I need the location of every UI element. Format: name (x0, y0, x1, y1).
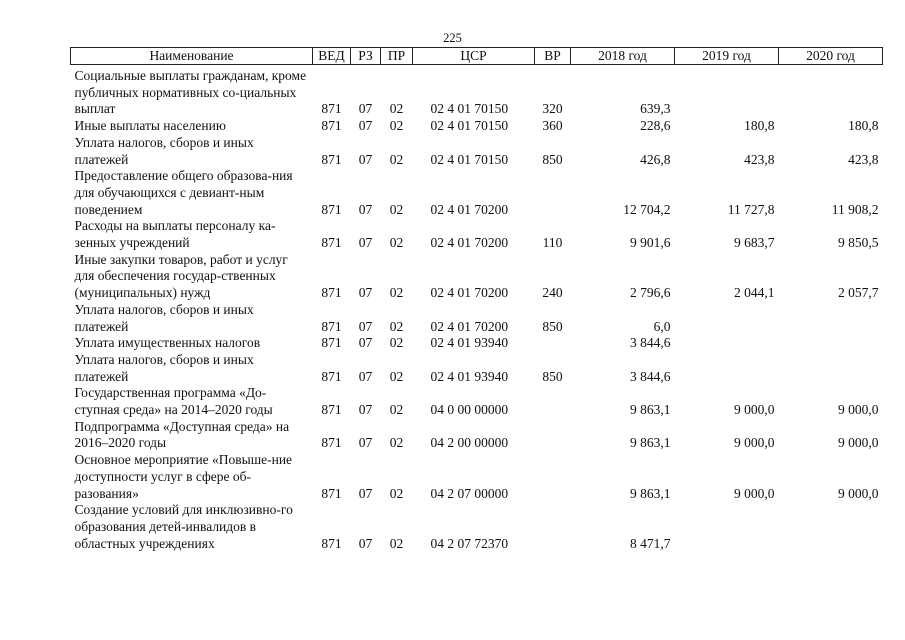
cell-pr: 02 (389, 118, 404, 134)
cell-2018: 9 863,1 (630, 402, 671, 418)
cell-name: Уплата налогов, сборов и иных платежей (74, 301, 254, 334)
cell-csr: 02 4 01 70200 (430, 235, 509, 251)
cell-2019: 9 683,7 (734, 235, 775, 251)
cell-2019: 9 000,0 (734, 485, 775, 501)
cell-vr: 320 (542, 101, 563, 117)
cell-2018: 9 863,1 (630, 485, 671, 501)
cell-2020 (779, 302, 883, 335)
cell-vr (535, 452, 571, 502)
cell-rz: 07 (358, 285, 373, 301)
cell-vr (535, 419, 571, 452)
cell-rz: 07 (358, 151, 373, 167)
cell-rz: 07 (358, 235, 373, 251)
cell-pr: 02 (389, 151, 404, 167)
cell-vr (535, 385, 571, 418)
cell-rz: 07 (358, 535, 373, 551)
cell-2018: 3 844,6 (630, 368, 671, 384)
cell-ved: 871 (321, 118, 342, 134)
cell-ved: 871 (321, 402, 342, 418)
cell-2018: 9 901,6 (630, 235, 671, 251)
cell-name: Иные закупки товаров, работ и услуг для обеспечения государ-ственных (муниципальных) нужд (74, 251, 288, 301)
cell-2018: 9 863,1 (630, 435, 671, 451)
cell-name: Расходы на выплаты персоналу ка-зенных учреждений (74, 218, 276, 251)
table-header (71, 48, 883, 65)
cell-2019: 423,8 (744, 151, 775, 167)
cell-ved: 871 (321, 335, 342, 351)
table-body (71, 65, 883, 553)
cell-2019 (675, 335, 779, 352)
cell-csr: 02 4 01 70150 (430, 151, 509, 167)
cell-2020 (779, 352, 883, 385)
cell-vr: 850 (542, 151, 563, 167)
cell-2019 (675, 502, 779, 552)
header-csr: ЦСР (413, 48, 535, 65)
cell-name: Предоставление общего образова-ния для обучающихся с девиант-ным поведением (74, 168, 293, 217)
cell-2019: 11 727,8 (727, 201, 775, 217)
cell-rz: 07 (358, 368, 373, 384)
cell-csr: 04 2 07 00000 (430, 485, 509, 501)
budget-table-container (70, 47, 882, 552)
cell-2020 (779, 335, 883, 352)
cell-name: Уплата налогов, сборов и иных платежей (74, 134, 254, 167)
cell-rz: 07 (358, 335, 373, 351)
cell-2018: 6,0 (653, 318, 671, 334)
cell-ved: 871 (321, 101, 342, 117)
cell-vr: 850 (542, 318, 563, 334)
header-pr: ПР (381, 48, 413, 65)
header-ved: ВЕД (313, 48, 351, 65)
cell-pr: 02 (389, 318, 404, 334)
cell-2020: 9 000,0 (838, 435, 879, 451)
cell-2020: 180,8 (848, 118, 879, 134)
table-row (71, 419, 883, 452)
cell-name: Социальные выплаты гражданам, кроме публичных нормативных со-циальных выплат (74, 68, 307, 117)
cell-pr: 02 (389, 201, 404, 217)
header-2018: 2018 год (571, 48, 675, 65)
table-row (71, 168, 883, 218)
cell-csr: 02 4 01 70150 (430, 118, 509, 134)
cell-2020 (779, 65, 883, 119)
cell-ved: 871 (321, 318, 342, 334)
cell-rz: 07 (358, 485, 373, 501)
cell-ved: 871 (321, 285, 342, 301)
cell-2019: 2 044,1 (734, 285, 775, 301)
cell-csr: 04 0 00 00000 (430, 402, 509, 418)
cell-name: Основное мероприятие «Повыше-ние доступности услуг в сфере об-разования» (74, 452, 293, 501)
cell-pr: 02 (389, 402, 404, 418)
cell-name: Уплата имущественных налогов (74, 335, 261, 351)
cell-pr: 02 (389, 235, 404, 251)
cell-csr: 02 4 01 70200 (430, 201, 509, 217)
cell-name: Уплата налогов, сборов и иных платежей (74, 351, 254, 384)
cell-csr: 02 4 01 70200 (430, 285, 509, 301)
header-rz: РЗ (351, 48, 381, 65)
header-row (71, 48, 883, 65)
page-number: 225 (443, 31, 462, 45)
cell-2018: 12 704,2 (623, 201, 671, 217)
table-row (71, 452, 883, 502)
cell-pr: 02 (389, 435, 404, 451)
cell-pr: 02 (389, 485, 404, 501)
cell-rz: 07 (358, 402, 373, 418)
cell-csr: 04 2 07 72370 (430, 535, 509, 551)
cell-rz: 07 (358, 201, 373, 217)
cell-2019 (675, 65, 779, 119)
cell-csr: 02 4 01 93940 (430, 335, 509, 351)
cell-ved: 871 (321, 485, 342, 501)
table-row (71, 302, 883, 335)
budget-table (70, 47, 883, 552)
header-vr: ВР (535, 48, 571, 65)
cell-2019: 9 000,0 (734, 402, 775, 418)
cell-2019: 180,8 (744, 118, 775, 134)
cell-2020: 423,8 (848, 151, 879, 167)
table-row (71, 252, 883, 302)
table-row (71, 65, 883, 119)
cell-csr: 04 2 00 00000 (430, 435, 509, 451)
header-2020: 2020 год (779, 48, 883, 65)
cell-2019 (675, 352, 779, 385)
table-row (71, 118, 883, 135)
cell-rz: 07 (358, 435, 373, 451)
cell-ved: 871 (321, 151, 342, 167)
cell-name: Создание условий для инклюзивно-го образования детей-инвалидов в областных учреждениях (74, 502, 293, 551)
cell-csr: 02 4 01 70150 (430, 101, 509, 117)
cell-pr: 02 (389, 335, 404, 351)
cell-ved: 871 (321, 535, 342, 551)
cell-rz: 07 (358, 101, 373, 117)
cell-vr (535, 502, 571, 552)
cell-rz: 07 (358, 318, 373, 334)
table-row (71, 502, 883, 552)
cell-vr (535, 335, 571, 352)
cell-2020 (779, 502, 883, 552)
header-2019: 2019 год (675, 48, 779, 65)
cell-ved: 871 (321, 201, 342, 217)
cell-name: Государственная программа «До-ступная среда» на 2014–2020 годы (74, 385, 273, 418)
table-row (71, 335, 883, 352)
cell-2018: 639,3 (640, 101, 671, 117)
cell-2018: 3 844,6 (630, 335, 671, 351)
cell-2018: 228,6 (640, 118, 671, 134)
table-row (71, 352, 883, 385)
cell-pr: 02 (389, 101, 404, 117)
cell-csr: 02 4 01 70200 (430, 318, 509, 334)
cell-pr: 02 (389, 285, 404, 301)
cell-csr: 02 4 01 93940 (430, 368, 509, 384)
header-name: Наименование (71, 48, 313, 65)
cell-2020: 11 908,2 (831, 201, 879, 217)
cell-2019 (675, 302, 779, 335)
cell-vr (535, 168, 571, 218)
cell-name: Иные выплаты населению (74, 118, 226, 134)
cell-pr: 02 (389, 368, 404, 384)
cell-2018: 8 471,7 (630, 535, 671, 551)
cell-2020: 9 000,0 (838, 485, 879, 501)
cell-2020: 9 000,0 (838, 402, 879, 418)
cell-pr: 02 (389, 535, 404, 551)
cell-ved: 871 (321, 368, 342, 384)
cell-2018: 426,8 (640, 151, 671, 167)
table-row (71, 135, 883, 168)
cell-rz: 07 (358, 118, 373, 134)
cell-ved: 871 (321, 235, 342, 251)
cell-ved: 871 (321, 435, 342, 451)
cell-2020: 2 057,7 (838, 285, 879, 301)
cell-vr: 850 (542, 368, 563, 384)
cell-vr: 360 (542, 118, 563, 134)
cell-2018: 2 796,6 (630, 285, 671, 301)
table-row (71, 385, 883, 418)
cell-name: Подпрограмма «Доступная среда» на 2016–2020 годы (74, 418, 290, 451)
cell-2020: 9 850,5 (838, 235, 879, 251)
table-row (71, 218, 883, 251)
cell-vr: 240 (542, 285, 563, 301)
cell-vr: 110 (542, 235, 563, 251)
cell-2019: 9 000,0 (734, 435, 775, 451)
